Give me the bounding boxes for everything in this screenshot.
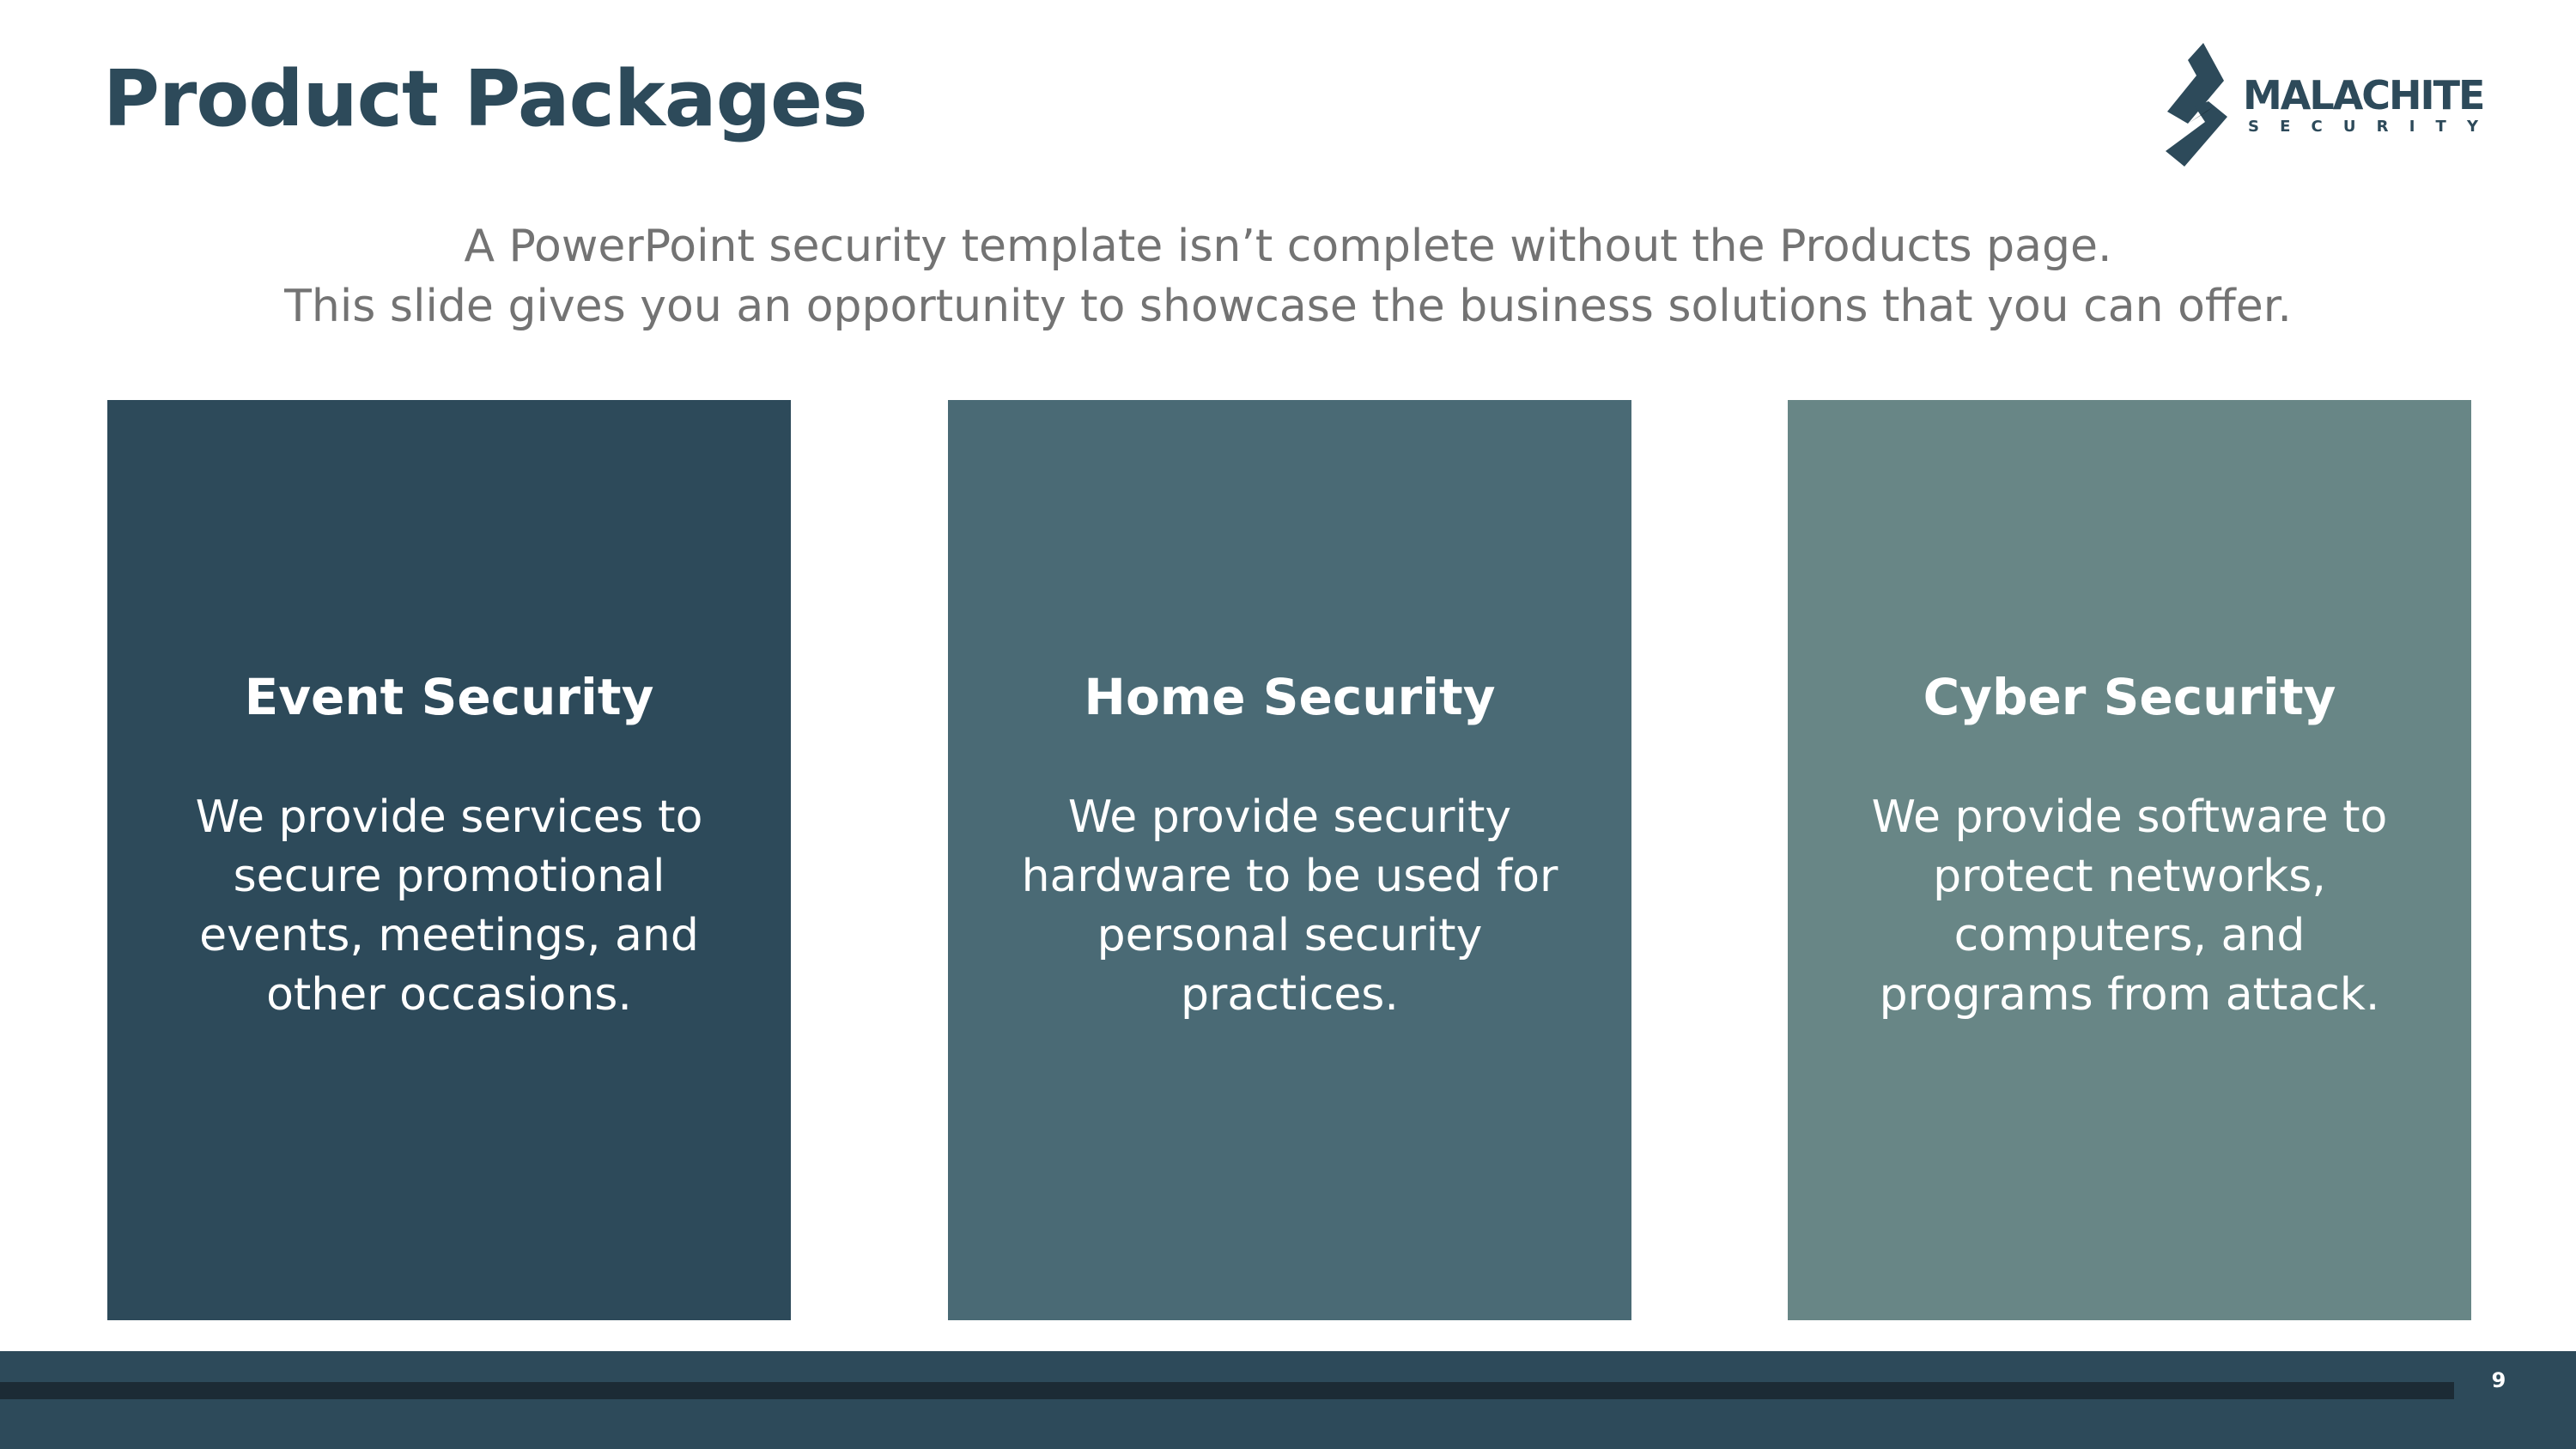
card-description <box>948 788 1631 1025</box>
logo-subtitle <box>2248 119 2478 135</box>
card-description-line: hardware to be used for <box>1021 851 1558 902</box>
card-description-line: computers, and <box>1953 910 2306 961</box>
product-card-event-security <box>107 400 791 1320</box>
logo-sub-letter: R <box>2376 118 2389 136</box>
card-description <box>107 788 791 1025</box>
logo-sub-letter: S <box>2248 118 2259 136</box>
card-description-line: protect networks, <box>1933 851 2326 902</box>
card-description-line: personal security <box>1097 910 1483 961</box>
malachite-logo-icon <box>2154 38 2239 167</box>
card-description-line: programs from attack. <box>1879 969 2380 1021</box>
logo-name: MALACHITE <box>2243 72 2484 118</box>
logo-sub-letter: C <box>2311 118 2323 136</box>
card-description-line: practices. <box>1181 969 1399 1021</box>
logo-sub-letter: Y <box>2466 118 2478 136</box>
card-title: Home Security <box>1084 668 1496 726</box>
logo <box>2154 38 2484 175</box>
card-title: Cyber Security <box>1923 668 2336 726</box>
subtitle-line: A PowerPoint security template isn’t complete without the Products page. <box>464 221 2112 272</box>
card-description-line: We provide software to <box>1871 791 2388 843</box>
page-number: 9 <box>2491 1368 2506 1392</box>
subtitle <box>172 216 2404 336</box>
footer-bar <box>0 1351 2576 1449</box>
logo-sub-letter: U <box>2342 118 2356 136</box>
card-description-line: We provide services to <box>195 791 703 843</box>
product-card-home-security <box>948 400 1631 1320</box>
card-description-line: other occasions. <box>266 969 632 1021</box>
card-description-line: We provide security <box>1067 791 1512 843</box>
logo-sub-letter: T <box>2435 118 2446 136</box>
subtitle-line: This slide gives you an opportunity to showcase the business solutions that you can offer. <box>284 281 2292 332</box>
card-title: Event Security <box>244 668 654 726</box>
page-title: Product Packages <box>103 54 867 144</box>
logo-sub-letter: E <box>2280 118 2291 136</box>
logo-sub-letter: I <box>2409 118 2415 136</box>
card-description <box>1788 788 2471 1025</box>
card-description-line: events, meetings, and <box>199 910 699 961</box>
card-description-line: secure promotional <box>233 851 665 902</box>
footer-stripe <box>0 1382 2454 1399</box>
product-card-cyber-security <box>1788 400 2471 1320</box>
